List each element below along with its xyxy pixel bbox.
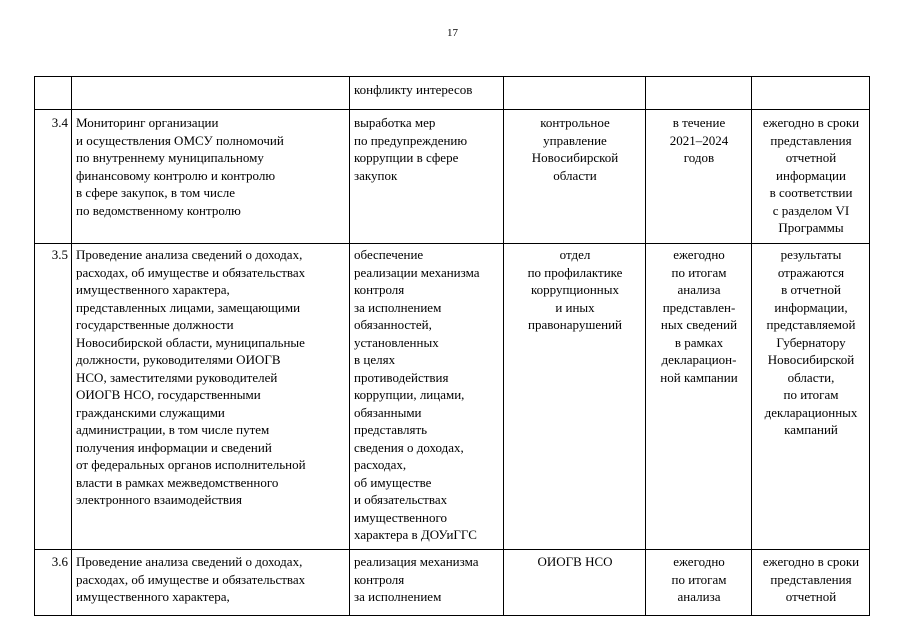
responsible-cell: отдел по профилактике коррупционных и иных правонарушений [504,244,646,550]
table-row [35,550,870,616]
activity-cell: Мониторинг организации и осуществления ОМСУ полномочий по внутреннему муниципальному финансовому контролю и контролю в сфере закупок, в том числе по ведомственному контролю [72,110,350,244]
activity-cell: Проведение анализа сведений о доходах, расходах, об имуществе и обязательствах имущественного характера, представленных лицами, замещающими государственные должности Новосибирской области, муниципальные должности, руководителями ОИОГВ НСО, заместителями руководителей ОИОГВ НСО, государственными гражданскими служащими администрации, в том числе путем получения информации и сведений от федеральных органов исполнительной власти в рамках межведомственного электронного взаимодействия [72,244,350,550]
responsible-cell [504,77,646,110]
table-row [35,110,870,244]
responsible-cell: ОИОГВ НСО [504,550,646,616]
table-row [35,77,870,110]
expected-result-cell: реализация механизма контроля за исполнением [350,550,504,616]
activity-cell: Проведение анализа сведений о доходах, расходах, об имуществе и обязательствах имущественного характера, [72,550,350,616]
activity-plan-table [34,76,870,616]
table-row [35,244,870,550]
item-number: 3.4 [35,110,72,244]
term-cell: в течение 2021–2024 годов [646,110,752,244]
expected-result-cell: выработка мер по предупреждению коррупции в сфере закупок [350,110,504,244]
term-cell: ежегодно по итогам анализа представлен- ных сведений в рамках декларацион- ной кампании [646,244,752,550]
expected-result-cell: конфликту интересов [350,77,504,110]
reporting-form-cell: ежегодно в сроки представления отчетной [752,550,870,616]
reporting-form-cell [752,77,870,110]
expected-result-cell: обеспечение реализации механизма контроля за исполнением обязанностей, установленных в целях противодействия коррупции, лицами, обязанными представлять сведения о доходах, расходах, об имуществе и обязательствах имущественного характера в ДОУиГГС [350,244,504,550]
item-number [35,77,72,110]
activity-cell [72,77,350,110]
term-cell [646,77,752,110]
reporting-form-cell: результаты отражаются в отчетной информации, представляемой Губернатору Новосибирской области, по итогам декларационных кампаний [752,244,870,550]
item-number: 3.6 [35,550,72,616]
term-cell: ежегодно по итогам анализа [646,550,752,616]
reporting-form-cell: ежегодно в сроки представления отчетной информации в соответствии с разделом VI Программы [752,110,870,244]
responsible-cell: контрольное управление Новосибирской области [504,110,646,244]
page-number: 17 [447,27,458,39]
item-number: 3.5 [35,244,72,550]
